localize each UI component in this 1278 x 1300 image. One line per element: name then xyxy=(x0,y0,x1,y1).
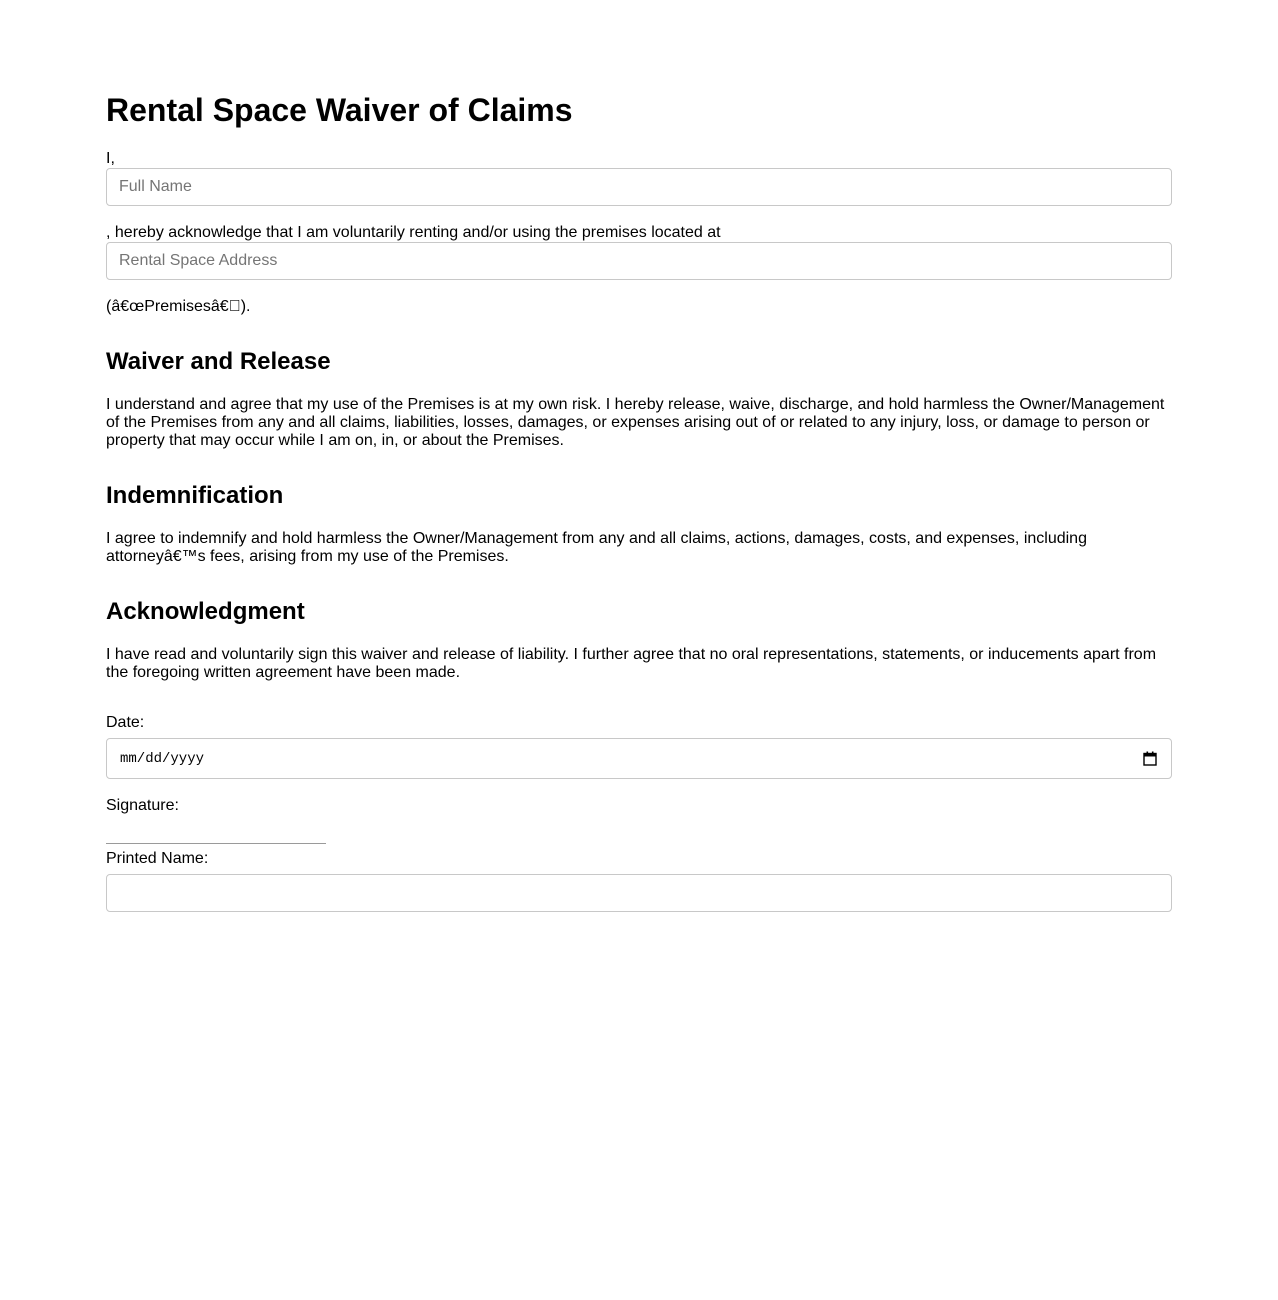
section-heading-acknowledgment: Acknowledgment xyxy=(106,598,305,625)
intro-suffix: (â€œPremisesâ€ ). xyxy=(106,298,251,315)
full-name-input[interactable] xyxy=(106,168,1172,206)
section-body-indemnification: I agree to indemnify and hold harmless the Owner/Management from any and all claims, actions, damages, costs, and expenses, including attorneyâ€™s fees, arising from my use of the Premises. xyxy=(106,530,1087,565)
section-heading-waiver: Waiver and Release xyxy=(106,348,331,375)
date-input[interactable] xyxy=(106,738,1172,779)
intro-middle: , hereby acknowledge that I am voluntarily renting and/or using the premises located at xyxy=(106,224,721,241)
signature-line[interactable] xyxy=(106,843,326,844)
section-body-acknowledgment: I have read and voluntarily sign this waiver and release of liability. I further agree that no oral representations, statements, or inducements apart from the foregoing written agreement have been made. xyxy=(106,646,1157,681)
intro-prefix: I, xyxy=(106,150,115,167)
section-heading-indemnification: Indemnification xyxy=(106,482,284,509)
rental-address-input[interactable] xyxy=(106,242,1172,280)
section-body-waiver: I understand and agree that my use of the Premises is at my own risk. I hereby release, waive, discharge, and hold harmless the Owner/Management of the Premises from any and all claims, liabilities, losses, damages, or expenses arising out of or related to any injury, loss, or damage to person or property that may occur while I am on, in, or about the Premises. xyxy=(106,396,1165,449)
date-label: Date: xyxy=(106,714,145,731)
page-title: Rental Space Waiver of Claims xyxy=(106,92,573,128)
printed-name-input[interactable] xyxy=(106,874,1172,912)
signature-label: Signature: xyxy=(106,797,179,814)
date-placeholder: mm/dd/yyyy xyxy=(120,751,205,767)
calendar-icon[interactable] xyxy=(1143,751,1157,766)
printed-name-label: Printed Name: xyxy=(106,850,209,867)
